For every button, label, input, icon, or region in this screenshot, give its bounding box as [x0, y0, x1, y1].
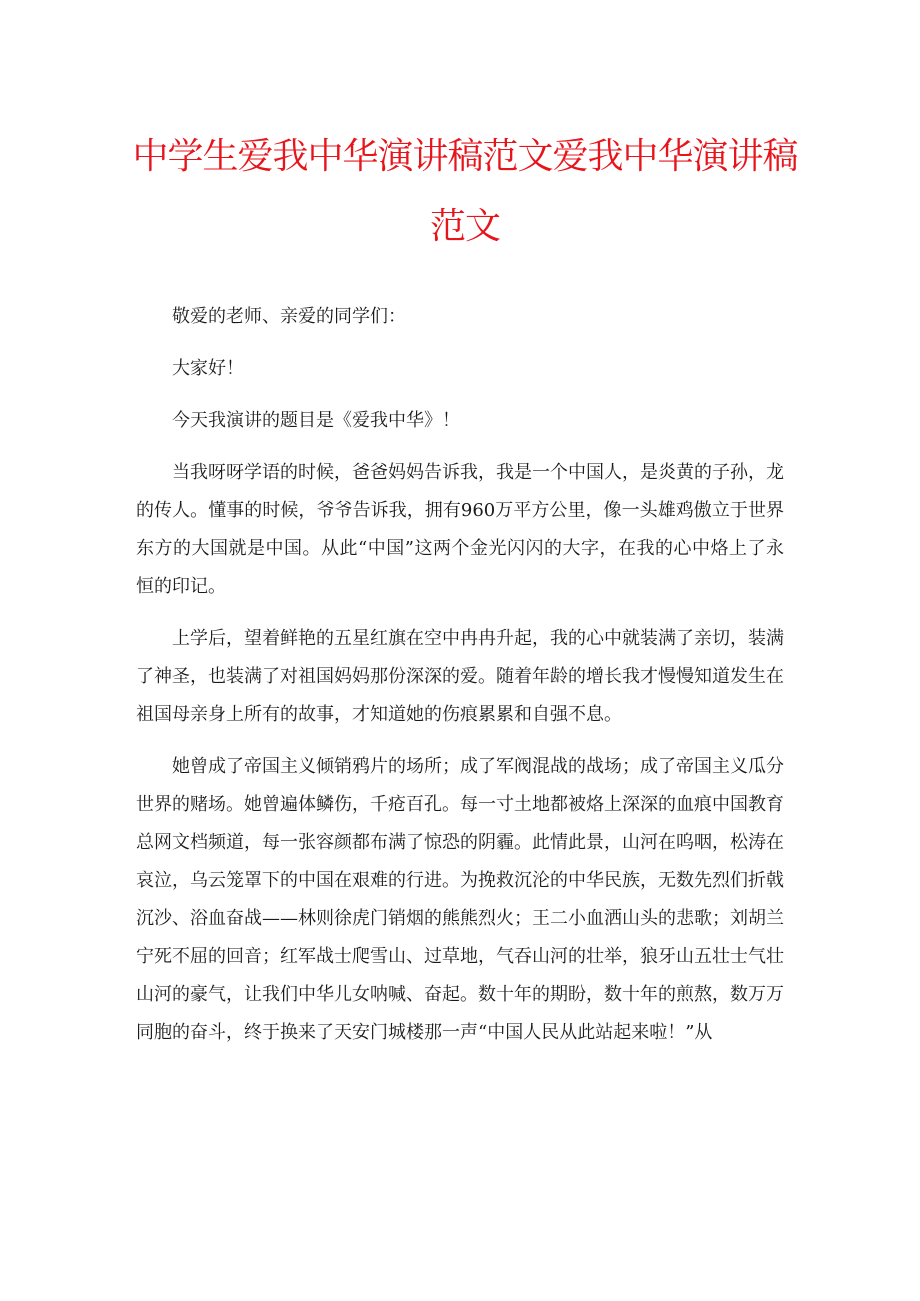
paragraph-topic: 今天我演讲的题目是《爱我中华》！: [172, 410, 460, 431]
paragraph-greeting: 大家好！: [172, 358, 244, 379]
document-title: 中学生爱我中华演讲稿范文爱我中华演讲稿范文: [132, 136, 798, 247]
paragraph-childhood: 当我呀呀学语的时候，爸爸妈妈告诉我，我是一个中国人，是炎黄的子孙，龙的传人。懂事的时候，爷爷告诉我，拥有960万平方公里，像一头雄鸡傲立于世界东方的大国就是中国。从此“中国”这两个金光闪闪的大字，在我的心中烙上了永恒的印记。: [136, 462, 784, 597]
paragraph-salutation: 敬爱的老师、亲爱的同学们：: [172, 306, 406, 327]
paragraph-school: 上学后，望着鲜艳的五星红旗在空中冉冉升起，我的心中就装满了亲切，装满了神圣，也装满了对祖国妈妈那份深深的爱。随着年龄的增长我才慢慢知道发生在祖国母亲身上所有的故事，才知道她的伤痕累累和自强不息。: [136, 628, 784, 725]
paragraph-history: 她曾成了帝国主义倾销鸦片的场所；成了军阀混战的战场；成了帝国主义瓜分世界的赌场。她曾遍体鳞伤，千疮百孔。每一寸土地都被烙上深深的血痕中国教育总网文档频道，每一张容颜都布满了惊恐的阴霾。此情此景，山河在呜咽，松涛在哀泣，乌云笼罩下的中国在艰难的行进。为挽救沉沦的中华民族，无数先烈们折戟沉沙、浴血奋战——林则徐虎门销烟的熊熊烈火；王二小血洒山头的悲歌；刘胡兰宁死不屈的回音；红军战士爬雪山、过草地，气吞山河的壮举，狼牙山五壮士气壮山河的豪气，让我们中华儿女呐喊、奋起。数十年的期盼，数十年的煎熬，数万万同胞的奋斗，终于换来了天安门城楼那一声“中国人民从此站起来啦！”从: [136, 756, 784, 1043]
document-body: [136, 298, 784, 1066]
